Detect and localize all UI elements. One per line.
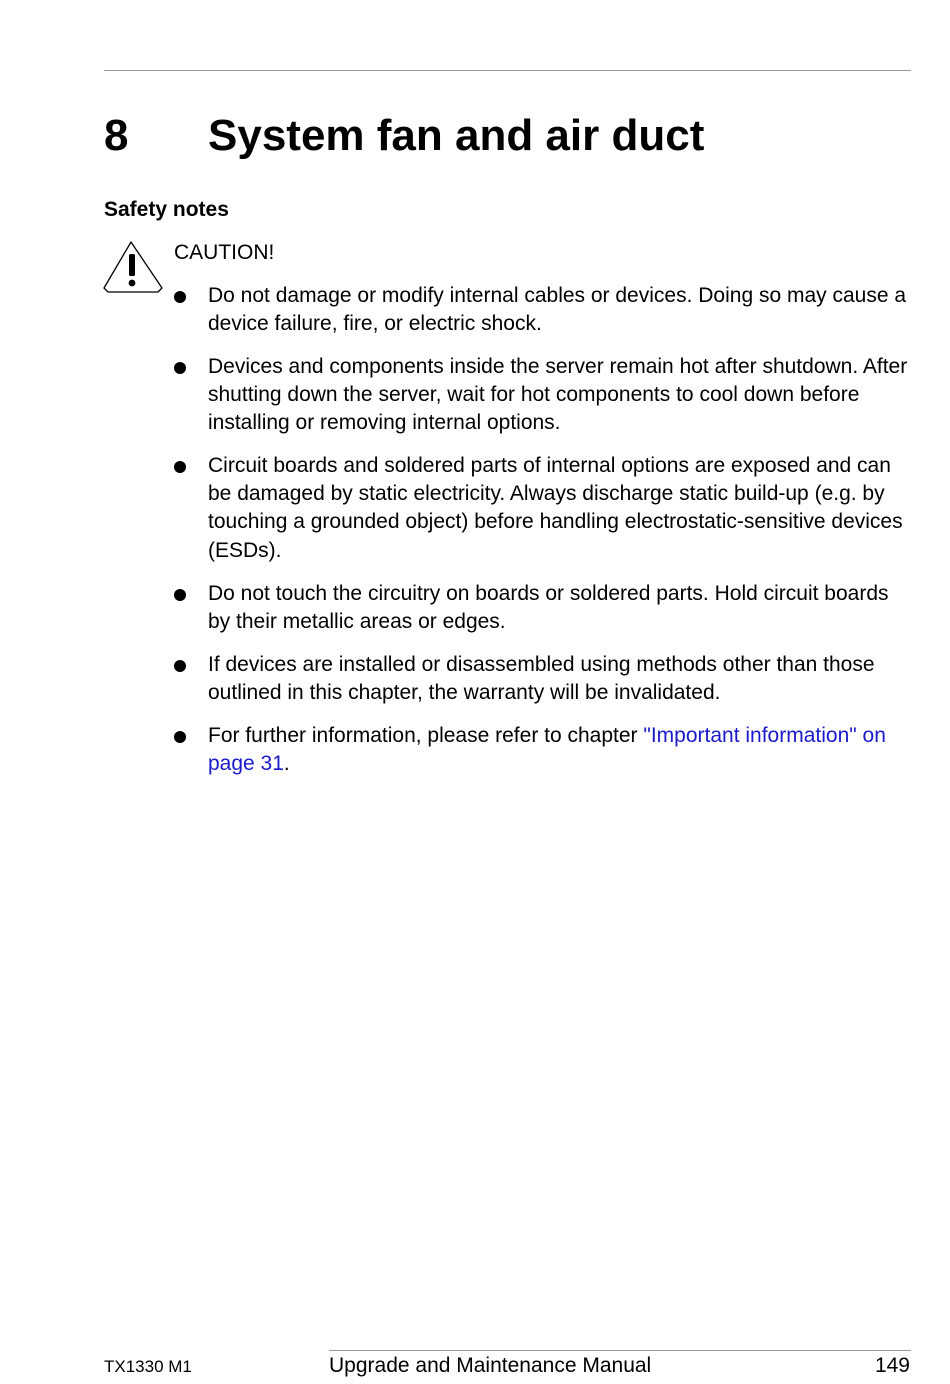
- bullet-icon: [174, 291, 186, 303]
- warning-triangle-icon: [102, 240, 164, 298]
- footer-manual-title: Upgrade and Maintenance Manual: [329, 1354, 652, 1377]
- list-item-text-after: .: [283, 752, 290, 776]
- top-rule: [104, 70, 911, 71]
- list-item-text: [208, 722, 916, 778]
- chapter-title: System fan and air duct: [208, 111, 705, 160]
- bullet-icon: [174, 362, 186, 374]
- caution-label: CAUTION!: [174, 241, 275, 264]
- bullet-icon: [174, 461, 186, 473]
- bullet-icon: [174, 731, 186, 743]
- bullet-icon: [174, 660, 186, 672]
- list-item-text: Do not touch the circuitry on boards or soldered parts. Hold circuit boards by their metallic areas or edges.: [208, 582, 889, 634]
- list-item-text-before: For further information, please refer to chapter: [208, 724, 644, 747]
- important-information-link[interactable]: "Important information" on page 31: [208, 724, 886, 776]
- list-item-text: Devices and components inside the server remain hot after shutdown. After shutting down the server, wait for hot components to cool down before installing or removing internal options.: [208, 355, 908, 435]
- footer-page-number: 149: [874, 1354, 910, 1377]
- list-item-text: Do not damage or modify internal cables or devices. Doing so may cause a device failure, fire, or electric shock.: [208, 284, 907, 336]
- chapter-number: 8: [104, 111, 129, 160]
- list-item-text: Circuit boards and soldered parts of internal options are exposed and can be damaged by static electricity. Always discharge static build-up (e.g. by touching a grounded object) before handling electrostatic-sensitive devices (ESDs).: [208, 454, 903, 562]
- footer-rule: [329, 1350, 911, 1351]
- footer-model: TX1330 M1: [104, 1357, 192, 1376]
- list-item-text: If devices are installed or disassembled using methods other than those outlined in this chapter, the warranty will be invalidated.: [208, 653, 875, 705]
- bullet-icon: [174, 589, 186, 601]
- section-heading: Safety notes: [104, 198, 229, 221]
